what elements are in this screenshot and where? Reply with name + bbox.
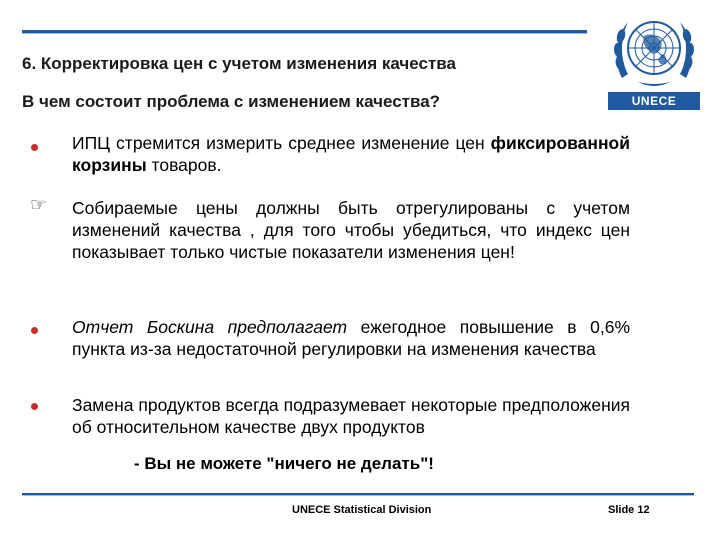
point-1-text-bold: фиксированной корзины <box>72 133 630 175</box>
unece-logo-label: UNECE <box>608 92 700 110</box>
pointing-hand-icon: ☞ <box>30 195 48 216</box>
bullet-dot <box>31 403 38 410</box>
point-2 <box>72 197 630 263</box>
bullet-dot <box>31 327 38 334</box>
top-divider-highlight <box>22 33 587 34</box>
point-1 <box>72 132 630 176</box>
point-1-text-b: товаров. <box>146 155 222 175</box>
point-2-text: Собираемые цены должны быть отрегулированы с учетом изменений качества , для того чтобы убедиться, что индекс цен показывает только чистые показатели изменения цен! <box>72 198 630 262</box>
un-emblem-icon <box>608 8 700 92</box>
bullet-dot <box>31 144 38 151</box>
slide-question: В чем состоит проблема с изменением качества? <box>22 92 441 111</box>
point-4-text: Замена продуктов всегда подразумевает некоторые предположения об относительном качестве двух продуктов <box>72 395 630 437</box>
point-3-text-italic: Отчет Боскина предполагает <box>72 317 348 337</box>
point-3-text: ежегодное повышение в 0,6% пункта из-за недостаточной регулировки на изменения качества <box>72 317 631 359</box>
bottom-divider-highlight <box>22 495 694 496</box>
point-3 <box>72 316 630 360</box>
point-4 <box>72 394 630 438</box>
footer-slide-number: Slide 12 <box>608 504 650 516</box>
point-1-text-a: ИПЦ стремится измерить среднее изменение цен <box>72 133 491 153</box>
footer-organization: UNECE Statistical Division <box>292 504 432 516</box>
note-text: - Вы не можете "ничего не делать"! <box>134 454 434 473</box>
slide-title: 6. Корректировка цен с учетом изменения качества <box>22 54 456 73</box>
